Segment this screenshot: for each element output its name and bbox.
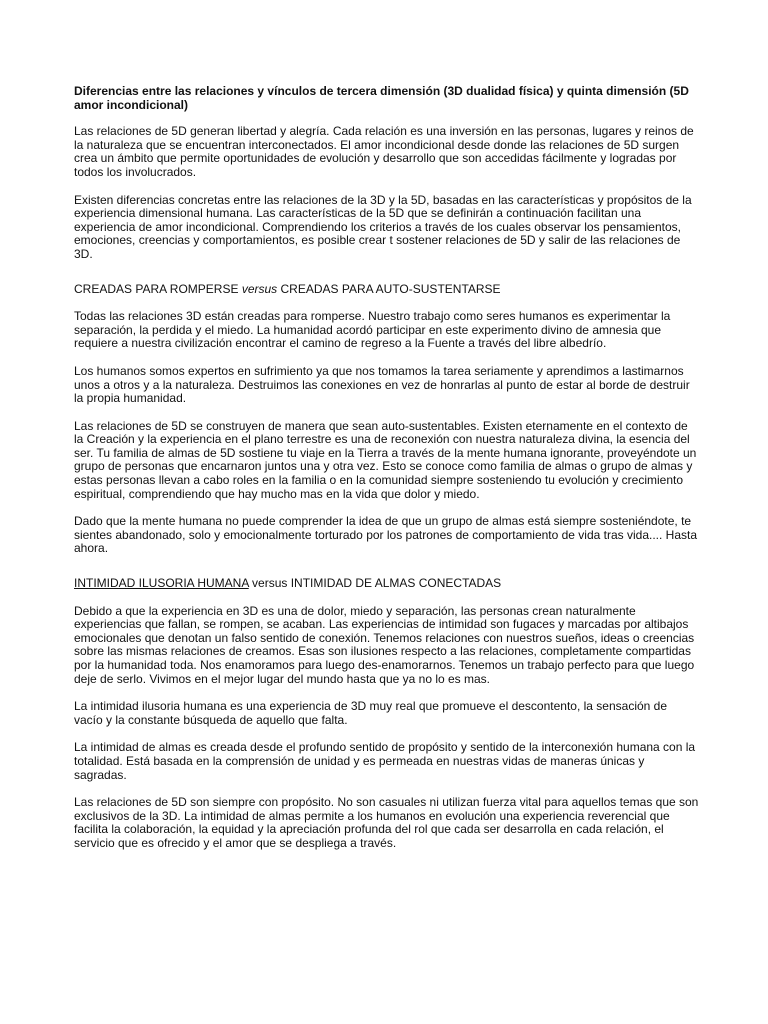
section-heading-versus: versus — [241, 281, 278, 296]
section2-paragraph-4: Las relaciones de 5D son siempre con propósito. No son casuales ni utilizan fuerza vital para aquellos temas que son exclusivos de la 3D. La intimidad de almas permite a los humanos en evolución una experiencia reverencial que facilita la colaboración, la equidad y la apreciación profunda del rol que cada ser desarrolla en cada relación, el servicio que es ofrecido y el amor que se despliega a través. — [74, 795, 699, 850]
section-heading-underlined: INTIMIDAD ILUSORIA HUMANA — [74, 576, 249, 591]
intro-paragraph-1: Las relaciones de 5D generan libertad y alegría. Cada relación es una inversión en las personas, lugares y reinos de la naturaleza que se encuentran interconectados. El amor incondicional desde donde las relaciones de 5D surgen crea un ámbito que permite oportunidades de evolución y desarrollo que son accedidas fácilmente y logradas por todos los involucrados. — [74, 124, 694, 179]
document-page — [74, 85, 699, 865]
section1-paragraph-3: Las relaciones de 5D se construyen de manera que sean auto-sustentables. Existen eternamente en el contexto de la Creación y la experiencia en el plano terrestre es una de reconexión con nuestra naturaleza divina, la esencia del ser. Tu familia de almas de 5D sostiene tu viaje en la Tierra a través de la mente humana ignorante, proveyéndote un grupo de personas que encarnaron juntos una y otra vez. Esto se conoce como familia de almas o grupo de almas y estas personas llevan a cabo roles en la familia o en la comunidad siempre sosteniendo tu evolución y crecimiento espiritual, comprendiendo que hay mucho mas en la vida que dolor y miedo. — [74, 418, 697, 501]
section2-paragraph-2: La intimidad ilusoria humana es una experiencia de 3D muy real que promueve el descontento, la sensación de vacío y la constante búsqueda de aquello que falta. — [74, 699, 668, 727]
section-heading-rest: versus INTIMIDAD DE ALMAS CONECTADAS — [248, 576, 502, 591]
section1-paragraph-2: Los humanos somos expertos en sufrimiento ya que nos tomamos la tarea seriamente y aprendimos a lastimarnos unos a otros y a la naturaleza. Destruimos las conexiones en vez de honrarlas al punto de estar al borde de destruir la propia humanidad. — [74, 363, 690, 406]
section-heading-intimidad — [74, 577, 699, 591]
section-heading-part-2: CREADAS PARA AUTO-SUSTENTARSE — [277, 281, 501, 296]
section1-paragraph-4: Dado que la mente humana no puede comprender la idea de que un grupo de almas está siempre sosteniéndote, te sientes abandonado, solo y emocionalmente torturado por los patrones de comportamiento de vida tras vida.... Hasta ahora. — [74, 514, 698, 556]
intro-paragraph-2: Existen diferencias concretas entre las relaciones de la 3D y la 5D, basadas en las características y propósitos de la experiencia dimensional humana. Las características de la 5D que se definirán a continuación facilitan una experiencia de amor incondicional. Comprendiendo los criterios a través de los cuales observar los pensamientos, emociones, creencias y comportamientos, es posible crear t sostener relaciones de 5D y salir de las relaciones de 3D. — [74, 192, 692, 261]
section-heading-part-1: CREADAS PARA ROMPERSE — [74, 281, 242, 296]
section1-paragraph-1: Todas las relaciones 3D están creadas para romperse. Nuestro trabajo como seres humanos es experimentar la separación, la perdida y el miedo. La humanidad acordó participar en este experimento divino de amnesia que requiere a nuestra civilización encontrar el camino de regreso a la Fuente a través del libre albedrío. — [74, 309, 671, 351]
section2-paragraph-3: La intimidad de almas es creada desde el profundo sentido de propósito y sentido de la interconexión humana con la totalidad. Está basada en la comprensión de unidad y es permeada en nuestras vidas de maneras únicas y sagradas. — [74, 740, 696, 782]
section-heading-creadas — [74, 283, 699, 297]
document-title: Diferencias entre las relaciones y vínculos de tercera dimensión (3D dualidad física) y quinta dimensión (5D amor incondicional) — [74, 84, 689, 112]
section2-paragraph-1: Debido a que la experiencia en 3D es una de dolor, miedo y separación, las personas crean naturalmente experiencias que fallan, se rompen, se acaban. Las experiencias de intimidad son fugaces y marcadas por altibajos emocionales que denotan un falso sentido de conexión. Tenemos relaciones con nuestros sueños, ideas o creencias sobre las mismas relaciones de creamos. Esas son ilusiones respecto a las relaciones, completamente compartidas por la humanidad toda. Nos enamoramos para luego des-enamorarnos. Tenemos un trabajo perfecto para que luego deje de serlo. Vivimos en el mejor lugar del mundo hasta que ya no lo es mas. — [74, 603, 695, 686]
